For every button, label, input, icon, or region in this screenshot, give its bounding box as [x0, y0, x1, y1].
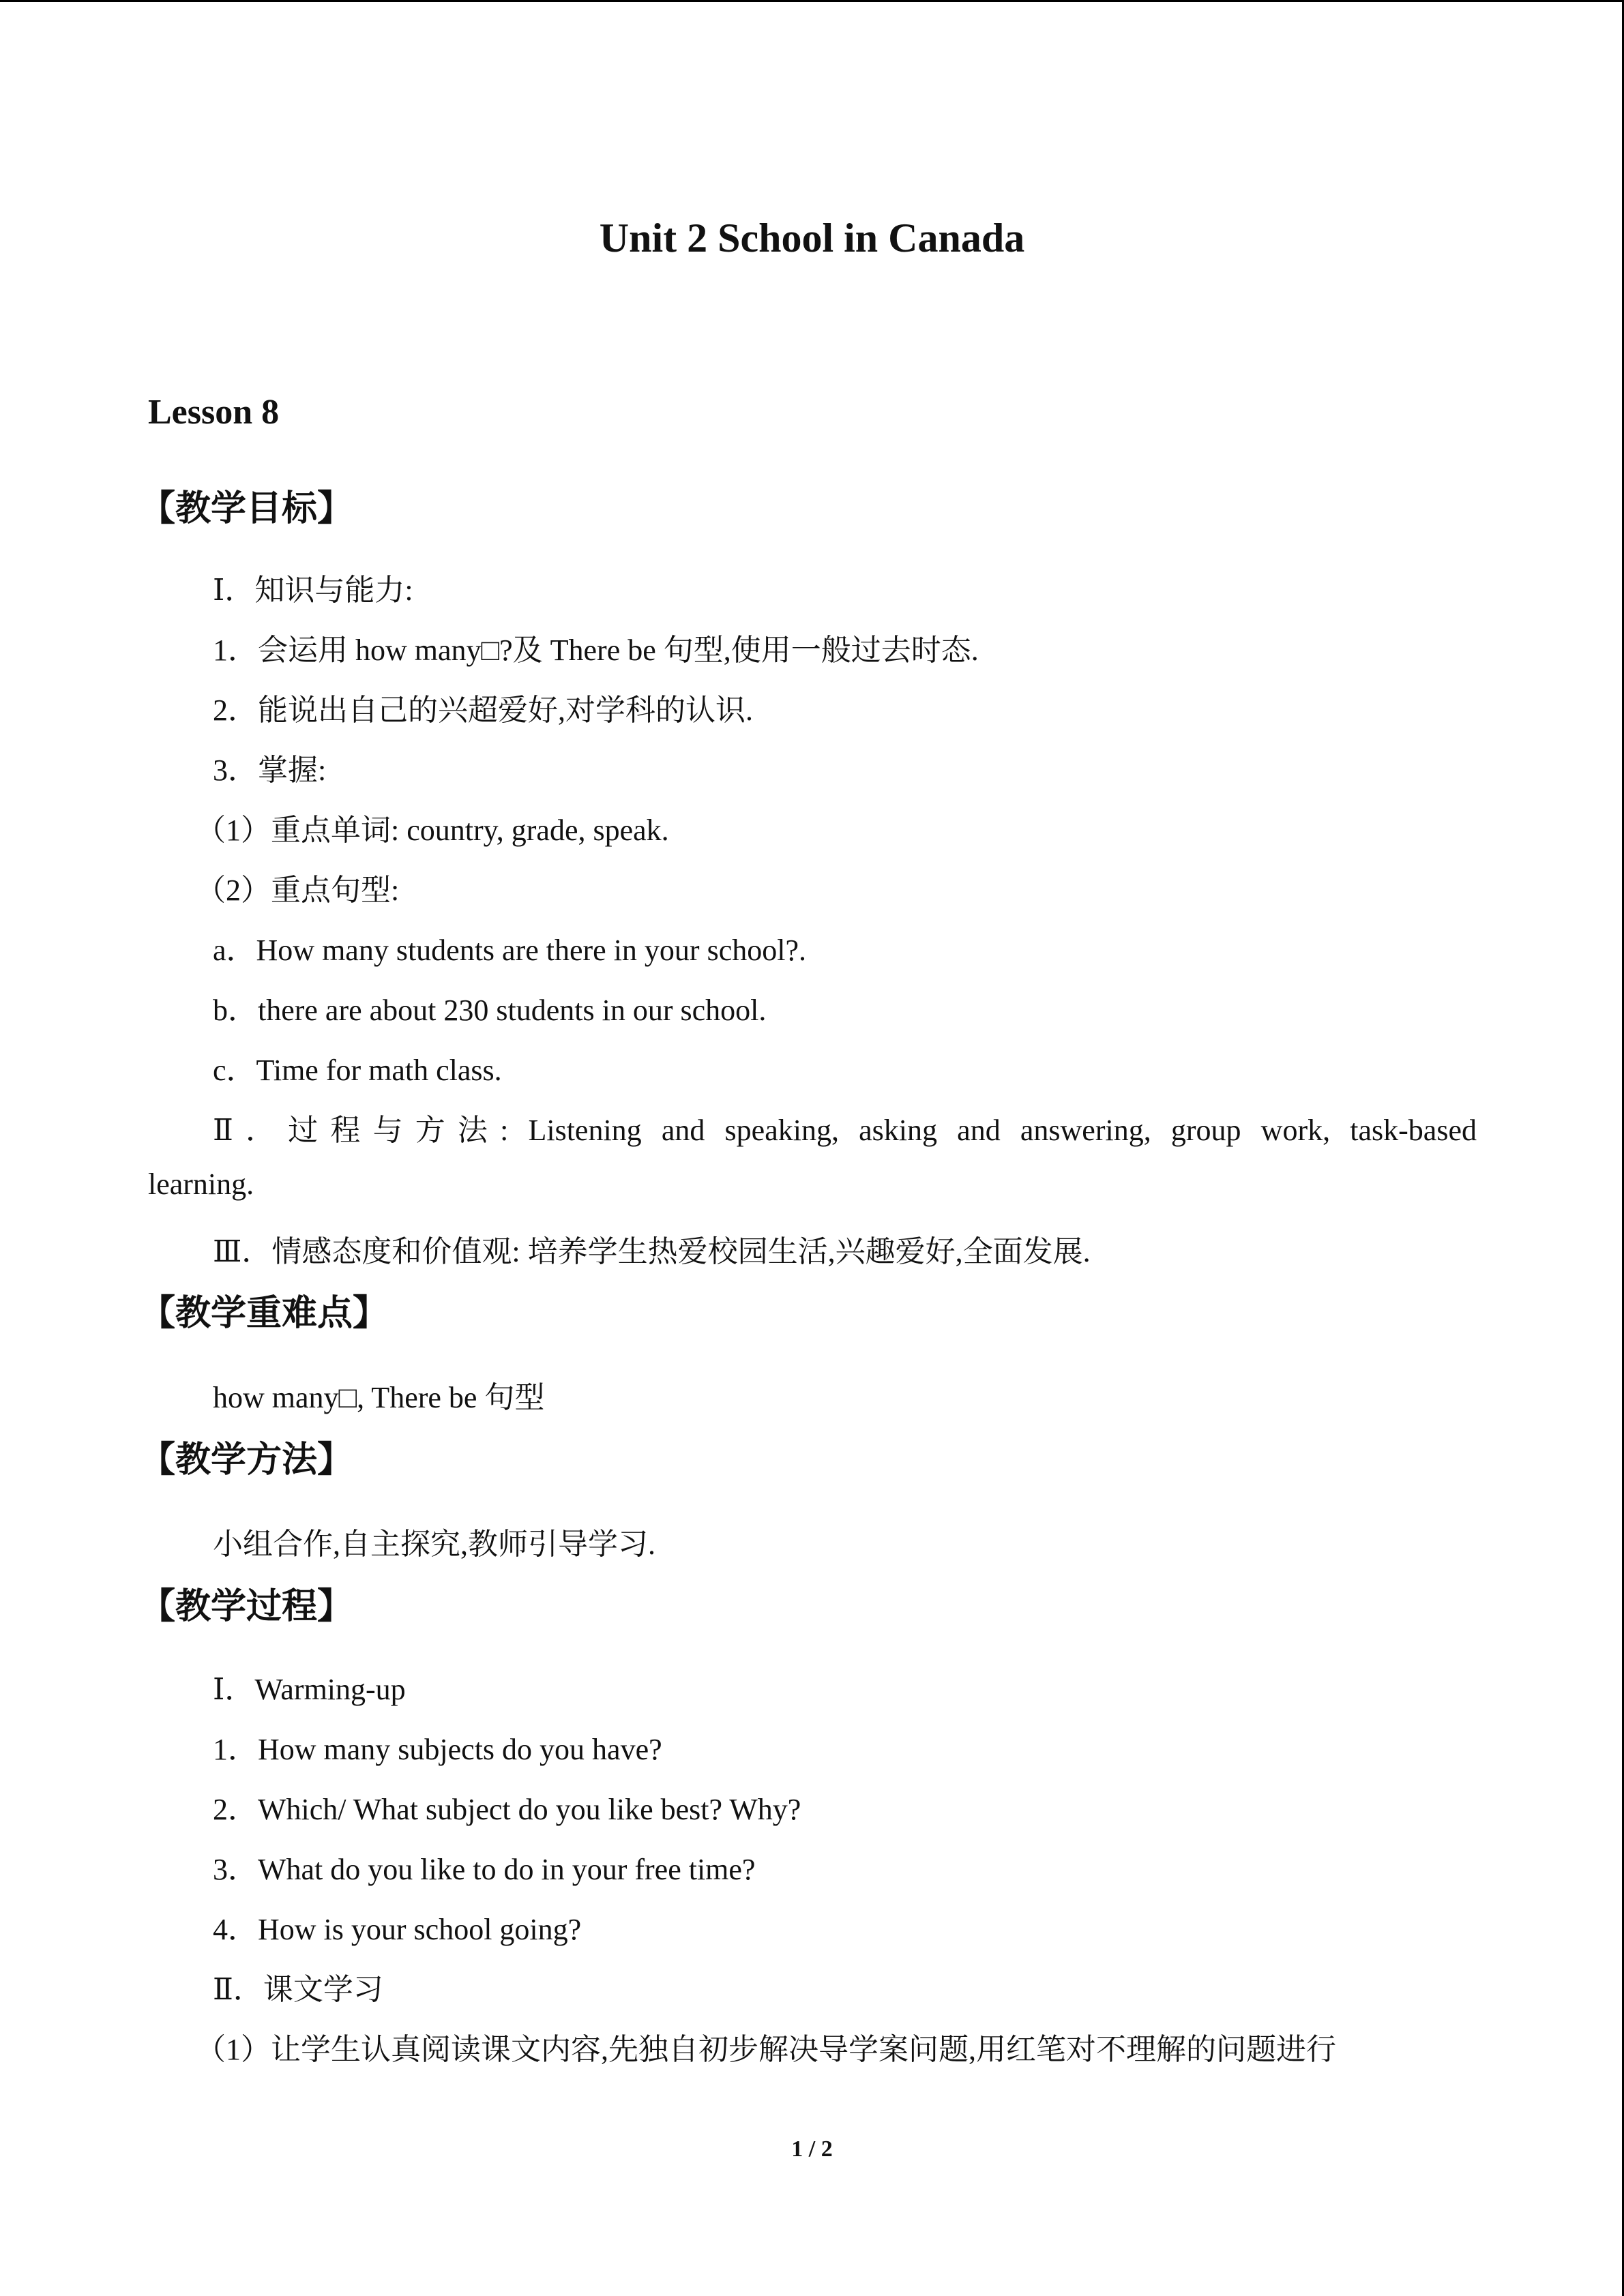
objectives-line-10: Ⅱ．过程与方法: Listening and speaking, asking and answering, group work, task-based: [213, 1114, 1477, 1147]
objectives-line-12: Ⅲ．情感态度和价值观: 培养学生热爱校园生活,兴趣爱好,全面发展.: [213, 1235, 1091, 1268]
objectives-line-7: a．How many students are there in your school?.: [213, 934, 806, 967]
objectives-line-11: learning.: [148, 1167, 254, 1201]
lesson-heading: Lesson 8: [148, 393, 280, 432]
document-title: Unit 2 School in Canada: [599, 215, 1025, 260]
objectives-line-2: 1．会运用 how many□?及 There be 句型,使用一般过去时态.: [213, 633, 979, 667]
section-methods-heading: 【教学方法】: [140, 1440, 353, 1480]
process-line-6: Ⅱ．课文学习: [213, 1973, 383, 2006]
objectives-line-4: 3．掌握:: [213, 754, 327, 787]
section-objectives-heading: 【教学目标】: [140, 488, 353, 529]
page-number: 1 / 2: [791, 2136, 833, 2162]
objectives-line-5: （1）重点单词: country, grade, speak.: [196, 814, 669, 847]
process-line-1: Ⅰ．Warming-up: [213, 1673, 406, 1706]
process-line-2: 1．How many subjects do you have?: [213, 1733, 662, 1766]
section-key-points-heading: 【教学重难点】: [140, 1293, 389, 1334]
objectives-line-8: b．there are about 230 students in our school.: [213, 994, 767, 1027]
section-process-heading: 【教学过程】: [140, 1586, 353, 1627]
process-line-4: 3．What do you like to do in your free time?: [213, 1853, 756, 1886]
objectives-line-6: （2）重点句型:: [196, 874, 400, 907]
process-line-7: （1）让学生认真阅读课文内容,先独自初步解决导学案问题,用红笔对不理解的问题进行: [196, 2033, 1336, 2066]
process-line-5: 4．How is your school going?: [213, 1913, 582, 1946]
objectives-line-9: c．Time for math class.: [213, 1054, 502, 1087]
key-points-text: how many□, There be 句型: [213, 1381, 545, 1414]
objectives-line-3: 2．能说出自己的兴超爱好,对学科的认识.: [213, 694, 753, 727]
process-line-3: 2．Which/ What subject do you like best? Why?: [213, 1793, 801, 1826]
methods-text: 小组合作,自主探究,教师引导学习.: [213, 1527, 655, 1561]
objectives-line-1: Ⅰ．知识与能力:: [213, 573, 413, 607]
